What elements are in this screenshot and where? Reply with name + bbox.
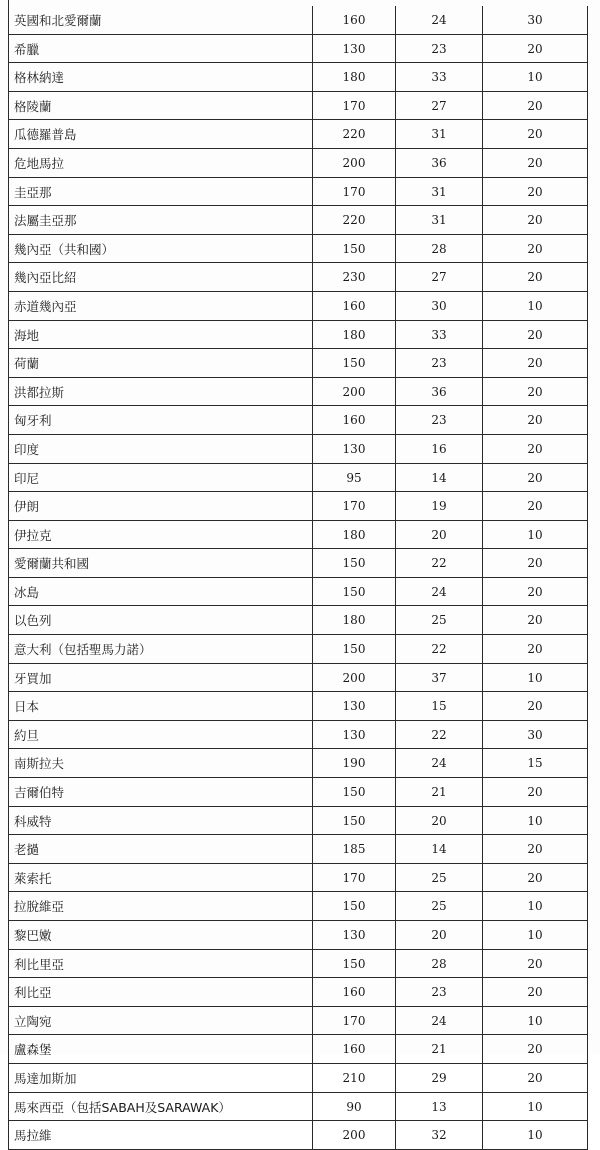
value-c-cell: 10 bbox=[483, 1121, 588, 1150]
value-b-cell: 23 bbox=[396, 978, 483, 1007]
value-a-cell: 170 bbox=[313, 492, 396, 521]
country-name-cell: 以色列 bbox=[9, 606, 313, 635]
value-c-cell: 20 bbox=[483, 692, 588, 721]
table-row bbox=[9, 177, 588, 206]
value-a-cell: 220 bbox=[313, 206, 396, 235]
table-row bbox=[9, 549, 588, 578]
country-name-cell: 格陵蘭 bbox=[9, 91, 313, 120]
value-a-cell: 160 bbox=[313, 6, 396, 34]
value-a-cell: 200 bbox=[313, 377, 396, 406]
value-a-cell: 170 bbox=[313, 91, 396, 120]
value-a-cell: 150 bbox=[313, 778, 396, 807]
value-b-cell: 30 bbox=[396, 291, 483, 320]
value-b-cell: 23 bbox=[396, 34, 483, 63]
country-name-cell: 吉爾伯特 bbox=[9, 778, 313, 807]
country-name-cell: 冰島 bbox=[9, 577, 313, 606]
table-row bbox=[9, 6, 588, 34]
value-b-cell: 27 bbox=[396, 91, 483, 120]
value-c-cell: 20 bbox=[483, 1035, 588, 1064]
value-b-cell: 22 bbox=[396, 720, 483, 749]
country-name-cell: 日本 bbox=[9, 692, 313, 721]
value-a-cell: 185 bbox=[313, 835, 396, 864]
value-b-cell: 15 bbox=[396, 692, 483, 721]
country-name-cell: 牙買加 bbox=[9, 663, 313, 692]
value-b-cell: 25 bbox=[396, 863, 483, 892]
country-name-cell: 利比亞 bbox=[9, 978, 313, 1007]
country-name-cell: 馬拉維 bbox=[9, 1121, 313, 1150]
value-b-cell: 36 bbox=[396, 377, 483, 406]
value-b-cell: 20 bbox=[396, 520, 483, 549]
country-name-cell: 圭亞那 bbox=[9, 177, 313, 206]
value-c-cell: 20 bbox=[483, 492, 588, 521]
country-name-cell: 意大利（包括聖馬力諾） bbox=[9, 635, 313, 664]
table-row bbox=[9, 720, 588, 749]
country-name-cell: 黎巴嫩 bbox=[9, 921, 313, 950]
table-row bbox=[9, 635, 588, 664]
value-c-cell: 20 bbox=[483, 577, 588, 606]
value-c-cell: 20 bbox=[483, 434, 588, 463]
country-name-cell: 幾內亞比紹 bbox=[9, 263, 313, 292]
table-body bbox=[9, 6, 588, 1149]
value-a-cell: 130 bbox=[313, 720, 396, 749]
value-a-cell: 130 bbox=[313, 692, 396, 721]
country-name-cell: 赤道幾內亞 bbox=[9, 291, 313, 320]
table-row bbox=[9, 863, 588, 892]
value-c-cell: 20 bbox=[483, 120, 588, 149]
value-b-cell: 24 bbox=[396, 577, 483, 606]
value-c-cell: 10 bbox=[483, 63, 588, 92]
table-row bbox=[9, 949, 588, 978]
country-name-cell: 印尼 bbox=[9, 463, 313, 492]
value-b-cell: 13 bbox=[396, 1092, 483, 1121]
value-b-cell: 19 bbox=[396, 492, 483, 521]
value-c-cell: 20 bbox=[483, 463, 588, 492]
value-b-cell: 25 bbox=[396, 606, 483, 635]
country-name-cell: 瓜德羅普島 bbox=[9, 120, 313, 149]
table-row bbox=[9, 921, 588, 950]
country-name-cell: 立陶宛 bbox=[9, 1006, 313, 1035]
country-name-cell: 印度 bbox=[9, 434, 313, 463]
table-row bbox=[9, 1121, 588, 1150]
country-name-cell: 荷蘭 bbox=[9, 349, 313, 378]
table-row bbox=[9, 663, 588, 692]
value-a-cell: 130 bbox=[313, 434, 396, 463]
value-a-cell: 150 bbox=[313, 806, 396, 835]
value-c-cell: 20 bbox=[483, 606, 588, 635]
value-c-cell: 10 bbox=[483, 1092, 588, 1121]
value-c-cell: 20 bbox=[483, 148, 588, 177]
table-row bbox=[9, 349, 588, 378]
country-name-cell: 匈牙利 bbox=[9, 406, 313, 435]
country-name-cell: 愛爾蘭共和國 bbox=[9, 549, 313, 578]
value-a-cell: 150 bbox=[313, 234, 396, 263]
value-b-cell: 31 bbox=[396, 206, 483, 235]
value-c-cell: 10 bbox=[483, 806, 588, 835]
value-a-cell: 160 bbox=[313, 1035, 396, 1064]
value-c-cell: 20 bbox=[483, 778, 588, 807]
value-c-cell: 20 bbox=[483, 978, 588, 1007]
value-a-cell: 230 bbox=[313, 263, 396, 292]
value-b-cell: 31 bbox=[396, 177, 483, 206]
table-row bbox=[9, 206, 588, 235]
country-name-cell: 法屬圭亞那 bbox=[9, 206, 313, 235]
table-row bbox=[9, 377, 588, 406]
table-row bbox=[9, 320, 588, 349]
value-c-cell: 20 bbox=[483, 1063, 588, 1092]
value-a-cell: 210 bbox=[313, 1063, 396, 1092]
country-name-cell: 約旦 bbox=[9, 720, 313, 749]
value-b-cell: 20 bbox=[396, 806, 483, 835]
value-b-cell: 22 bbox=[396, 635, 483, 664]
value-b-cell: 23 bbox=[396, 349, 483, 378]
value-a-cell: 150 bbox=[313, 892, 396, 921]
value-c-cell: 10 bbox=[483, 1006, 588, 1035]
value-a-cell: 190 bbox=[313, 749, 396, 778]
country-name-cell: 利比里亞 bbox=[9, 949, 313, 978]
value-c-cell: 20 bbox=[483, 91, 588, 120]
value-a-cell: 150 bbox=[313, 635, 396, 664]
value-b-cell: 24 bbox=[396, 6, 483, 34]
country-name-cell: 伊拉克 bbox=[9, 520, 313, 549]
table-row bbox=[9, 120, 588, 149]
value-c-cell: 10 bbox=[483, 520, 588, 549]
country-name-cell: 伊朗 bbox=[9, 492, 313, 521]
table-row bbox=[9, 463, 588, 492]
country-name-cell: 希臘 bbox=[9, 34, 313, 63]
table-row bbox=[9, 778, 588, 807]
value-c-cell: 20 bbox=[483, 206, 588, 235]
country-name-cell: 危地馬拉 bbox=[9, 148, 313, 177]
value-a-cell: 180 bbox=[313, 520, 396, 549]
value-c-cell: 30 bbox=[483, 720, 588, 749]
value-b-cell: 20 bbox=[396, 921, 483, 950]
value-c-cell: 20 bbox=[483, 263, 588, 292]
value-b-cell: 24 bbox=[396, 1006, 483, 1035]
value-a-cell: 220 bbox=[313, 120, 396, 149]
value-b-cell: 21 bbox=[396, 1035, 483, 1064]
value-b-cell: 28 bbox=[396, 949, 483, 978]
country-name-cell: 海地 bbox=[9, 320, 313, 349]
value-b-cell: 28 bbox=[396, 234, 483, 263]
value-c-cell: 20 bbox=[483, 406, 588, 435]
value-a-cell: 180 bbox=[313, 63, 396, 92]
value-a-cell: 170 bbox=[313, 863, 396, 892]
table-row bbox=[9, 406, 588, 435]
value-c-cell: 10 bbox=[483, 291, 588, 320]
value-b-cell: 23 bbox=[396, 406, 483, 435]
value-c-cell: 15 bbox=[483, 749, 588, 778]
value-b-cell: 37 bbox=[396, 663, 483, 692]
table-row bbox=[9, 806, 588, 835]
value-a-cell: 200 bbox=[313, 148, 396, 177]
country-name-cell: 馬來西亞（包括SABAH及SARAWAK） bbox=[9, 1092, 313, 1121]
country-name-cell: 老撾 bbox=[9, 835, 313, 864]
table-row bbox=[9, 1092, 588, 1121]
value-a-cell: 170 bbox=[313, 1006, 396, 1035]
table-row bbox=[9, 63, 588, 92]
table-row bbox=[9, 1063, 588, 1092]
table-row bbox=[9, 1006, 588, 1035]
value-a-cell: 130 bbox=[313, 34, 396, 63]
value-a-cell: 150 bbox=[313, 577, 396, 606]
country-name-cell: 幾內亞（共和國） bbox=[9, 234, 313, 263]
value-a-cell: 130 bbox=[313, 921, 396, 950]
value-b-cell: 14 bbox=[396, 835, 483, 864]
value-a-cell: 150 bbox=[313, 349, 396, 378]
value-b-cell: 32 bbox=[396, 1121, 483, 1150]
value-c-cell: 20 bbox=[483, 234, 588, 263]
value-b-cell: 21 bbox=[396, 778, 483, 807]
value-c-cell: 20 bbox=[483, 34, 588, 63]
table-row bbox=[9, 978, 588, 1007]
table-row bbox=[9, 263, 588, 292]
country-name-cell: 科威特 bbox=[9, 806, 313, 835]
value-c-cell: 20 bbox=[483, 549, 588, 578]
value-a-cell: 150 bbox=[313, 949, 396, 978]
value-c-cell: 20 bbox=[483, 949, 588, 978]
table-row bbox=[9, 835, 588, 864]
country-name-cell: 格林納達 bbox=[9, 63, 313, 92]
value-c-cell: 20 bbox=[483, 635, 588, 664]
country-name-cell: 萊索托 bbox=[9, 863, 313, 892]
value-c-cell: 10 bbox=[483, 921, 588, 950]
value-c-cell: 20 bbox=[483, 177, 588, 206]
country-name-cell: 馬達加斯加 bbox=[9, 1063, 313, 1092]
value-c-cell: 20 bbox=[483, 320, 588, 349]
value-a-cell: 160 bbox=[313, 291, 396, 320]
value-b-cell: 16 bbox=[396, 434, 483, 463]
value-a-cell: 180 bbox=[313, 606, 396, 635]
table-row bbox=[9, 577, 588, 606]
table-row bbox=[9, 606, 588, 635]
table-row bbox=[9, 148, 588, 177]
value-c-cell: 30 bbox=[483, 6, 588, 34]
table-row bbox=[9, 91, 588, 120]
value-a-cell: 90 bbox=[313, 1092, 396, 1121]
value-b-cell: 14 bbox=[396, 463, 483, 492]
value-a-cell: 180 bbox=[313, 320, 396, 349]
table-row bbox=[9, 492, 588, 521]
table-row bbox=[9, 234, 588, 263]
value-a-cell: 160 bbox=[313, 406, 396, 435]
value-c-cell: 10 bbox=[483, 663, 588, 692]
value-a-cell: 150 bbox=[313, 549, 396, 578]
country-name-cell: 南斯拉夫 bbox=[9, 749, 313, 778]
value-b-cell: 36 bbox=[396, 148, 483, 177]
value-a-cell: 200 bbox=[313, 663, 396, 692]
value-a-cell: 170 bbox=[313, 177, 396, 206]
table-row bbox=[9, 434, 588, 463]
table-row bbox=[9, 291, 588, 320]
table-row bbox=[9, 1035, 588, 1064]
country-name-cell: 拉脫維亞 bbox=[9, 892, 313, 921]
value-c-cell: 20 bbox=[483, 863, 588, 892]
value-b-cell: 27 bbox=[396, 263, 483, 292]
country-rate-table bbox=[8, 6, 588, 1150]
value-c-cell: 20 bbox=[483, 377, 588, 406]
table-row bbox=[9, 749, 588, 778]
country-name-cell: 英國和北愛爾蘭 bbox=[9, 6, 313, 34]
value-a-cell: 160 bbox=[313, 978, 396, 1007]
value-c-cell: 10 bbox=[483, 892, 588, 921]
value-b-cell: 25 bbox=[396, 892, 483, 921]
value-b-cell: 31 bbox=[396, 120, 483, 149]
country-name-cell: 洪都拉斯 bbox=[9, 377, 313, 406]
value-b-cell: 24 bbox=[396, 749, 483, 778]
table-row bbox=[9, 692, 588, 721]
value-c-cell: 20 bbox=[483, 835, 588, 864]
value-b-cell: 33 bbox=[396, 63, 483, 92]
value-a-cell: 95 bbox=[313, 463, 396, 492]
value-b-cell: 22 bbox=[396, 549, 483, 578]
value-a-cell: 200 bbox=[313, 1121, 396, 1150]
value-c-cell: 20 bbox=[483, 349, 588, 378]
table-row bbox=[9, 892, 588, 921]
table-row bbox=[9, 520, 588, 549]
table-row bbox=[9, 34, 588, 63]
value-b-cell: 33 bbox=[396, 320, 483, 349]
value-b-cell: 29 bbox=[396, 1063, 483, 1092]
country-name-cell: 盧森堡 bbox=[9, 1035, 313, 1064]
